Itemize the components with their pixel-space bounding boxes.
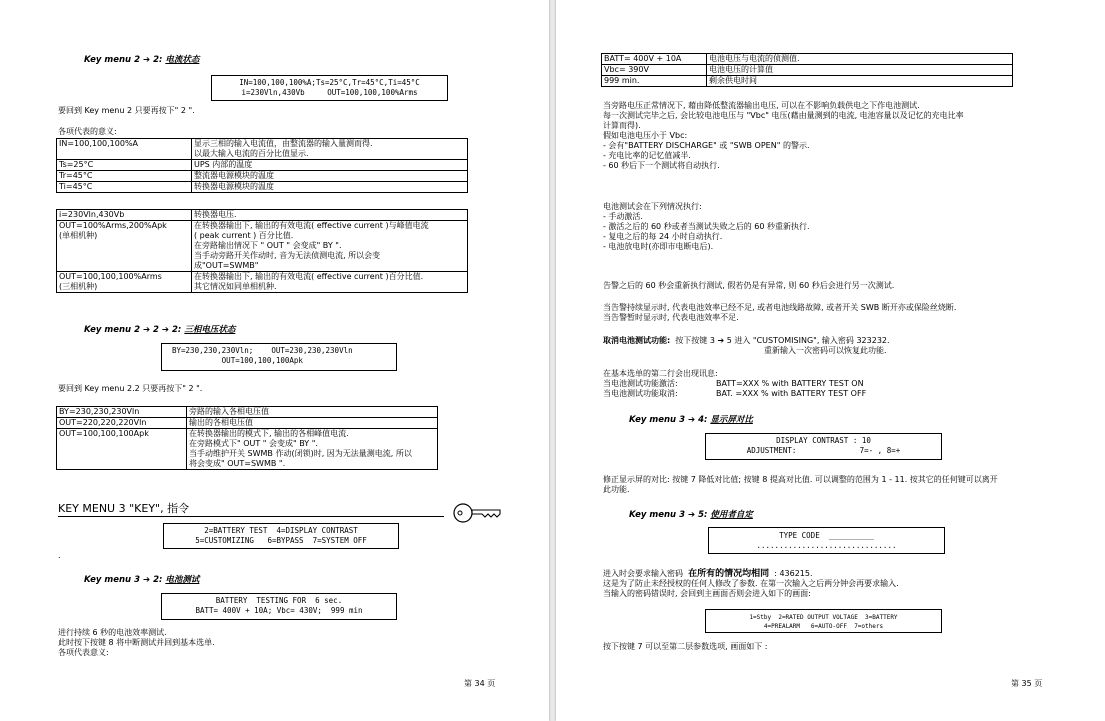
page-34 xyxy=(0,0,549,721)
table-cell-desc: 整流器电源模块的温度 xyxy=(192,171,468,182)
lcd-display-battery-test: BATTERY TESTING FOR 6 sec. BATT= 400V + 10A; Vbc= 430V; 999 min xyxy=(161,593,397,620)
heading-key-menu-3-5: Key menu 3 ➔ 5: 使用者自定 xyxy=(629,510,753,520)
table-cell-key: Tr=45°C xyxy=(57,171,192,182)
table-cell-desc: 在转换器输出下, 输出的有效电流( effective current )与峰值电流 ( peak current ) 百分比值. 在旁路输出情况下 " OUT " 会变成" BY ". 当手动旁路开关作动时, 音为无法侦测电流, 所以会变 成"OUT=SWMB" xyxy=(192,221,468,272)
table-cell-key: BY=230,230,230Vln xyxy=(57,407,187,418)
lcd-display-voltage: BY=230,230,230Vln; OUT=230,230,230Vln OUT=100,100,100Apk xyxy=(161,343,397,371)
table-cell-desc: 在转换器输出下, 输出的有效电流( effective current )百分比值. 其它情况如同单相机种. xyxy=(192,272,468,293)
table-row xyxy=(57,139,468,160)
page-35 xyxy=(556,0,1105,721)
table-cell-desc: 电池电压与电流的侦测值. xyxy=(707,54,1013,65)
table-cell-desc: 剩余供电时间 xyxy=(707,76,1013,87)
lcd-display-current: IN=100,100,100%A;Ts=25°C,Tr=45°C,Ti=45°C i=230Vln,430Vb OUT=100,100,100%Arms xyxy=(211,75,448,101)
table-cell-key: Vbc= 390V xyxy=(602,65,707,76)
paragraph-second-level: 按下按键 7 可以至第二层参数选项, 画面如下 : xyxy=(603,642,768,651)
lcd-display-customising-menu: 1=Stby 2=RATED OUTPUT VOLTAGE 3=BATTERY 4=PREALARM 6=AUTO-OFF 7=others xyxy=(705,609,942,633)
table-cell-key: IN=100,100,100%A xyxy=(57,139,192,160)
table-voltage-meaning xyxy=(56,406,438,470)
lcd-display-type-code: TYPE CODE __________ ............................... xyxy=(708,527,945,554)
paragraph-password: 进入时会要求输入密码 在所有的情况均相同 : 436215. 这是为了防止未经授权的任何人修改了参数. 在第一次输入之后两分钟会再要求输入. 当输入的密码错误时, 会回到主画面否则会进入如下的画面: xyxy=(603,569,899,598)
table-cell-key: Ts=25°C xyxy=(57,160,192,171)
table-cell-key: BATT= 400V + 10A xyxy=(602,54,707,65)
divider xyxy=(58,516,444,517)
paragraph-alarm-retest: 告警之后的 60 秒会重新执行测试, 假若仍是有异常, 则 60 秒后会进行另一次测试. xyxy=(603,281,895,290)
key-menu-3-title: KEY MENU 3 "KEY", 指令 xyxy=(58,502,190,515)
heading-key-menu-2-2: Key menu 2 ➔ 2: 电流状态 xyxy=(84,55,200,65)
legend-label-1: 各项代表的意义: xyxy=(58,127,117,136)
table-cell-desc: 转换器电源模块的温度 xyxy=(192,182,468,193)
page-number: 第 35 页 xyxy=(1011,679,1043,688)
heading-key-menu-2-2-2: Key menu 2 ➔ 2 ➔ 2: 三相电压状态 xyxy=(84,325,236,335)
paragraph-battery-condition: 当旁路电压正常情况下, 藉由降低整流器输出电压, 可以在不影响负载供电之下作电池测试. 每一次测试完毕之后, 会比较电池电压与 "Vbc" 电压(藉由量测到的电流, 电池容量以及记忆的充电比率 计算而得). 假如电池电压小于 Vbc: - 会有"BATTERY DISCHARGE" 或 "SWB OPEN" 的警示. - 充电比率的记忆值减半. - 60 秒后下一个测试将自动执行. xyxy=(603,101,964,170)
paragraph-basic-menu-message: 在基本选单的第二行会出现讯息: 当电池测试功能激活: BATT=XXX % with BATTERY TEST ON 当电池测试功能取消: BAT. =XXX % with BATTERY TEST OFF xyxy=(603,369,867,398)
table-row xyxy=(602,54,1013,65)
paragraph-test-execution: 电池测试会在下列情况执行: - 手动激活. - 激活之后的 60 秒或者当测试失败之后的 60 秒重新执行. - 复电之后的每 24 小时自动执行. - 电池放电时(亦即市电断电后). xyxy=(603,202,810,251)
table-cell-desc: 转换器电压. xyxy=(192,210,468,221)
table-inverter-output xyxy=(56,209,468,293)
table-cell-desc: UPS 内部的温度 xyxy=(192,160,468,171)
back-instruction-1: 要回到 Key menu 2 只要再按下" 2 ". xyxy=(58,106,195,115)
page-number: 第 34 页 xyxy=(464,679,496,688)
table-row xyxy=(57,418,438,429)
key-icon xyxy=(452,500,504,526)
table-row xyxy=(57,182,468,193)
table-row xyxy=(57,160,468,171)
table-cell-desc: 显示三相的输入电流值，由整流器的输入量测而得. 以最大输入电流的百分比值显示. xyxy=(192,139,468,160)
lcd-display-contrast: DISPLAY CONTRAST : 10 ADJUSTMENT: 7=- , 8=+ xyxy=(705,433,942,460)
table-cell-key: OUT=220,220,220Vln xyxy=(57,418,187,429)
table-row xyxy=(602,76,1013,87)
table-cell-desc: 旁路的输入各相电压值 xyxy=(187,407,438,418)
table-row xyxy=(602,65,1013,76)
back-instruction-2: 要回到 Key menu 2.2 只要再按下" 2 ". xyxy=(58,384,203,393)
table-row xyxy=(57,407,438,418)
heading-key-menu-3-4: Key menu 3 ➔ 4: 显示屏对比 xyxy=(629,415,753,425)
table-cell-desc: 电池电压的计算值 xyxy=(707,65,1013,76)
paragraph-contrast-adjust: 修正显示屏的对比: 按键 7 降低对比值; 按键 8 提高对比值. 可以调整的范围为 1 - 11. 按其它的任何键可以离开 此功能. xyxy=(603,475,998,494)
paragraph-battery-test: 进行持续 6 秒的电池效率测试. 此时按下按键 8 将中断测试并回到基本选单. 各项代表意义: xyxy=(58,628,215,657)
table-current-meaning xyxy=(56,138,468,193)
table-cell-key: i=230Vln,430Vb xyxy=(57,210,192,221)
paragraph-alarm-meaning: 当告警持续显示时, 代表电池效率已经不足, 或者电池线路故障, 或者开关 SWB 断开亦或保险丝烧断. 当告警暂时显示时, 代表电池效率不足. xyxy=(603,303,957,322)
table-battery-values xyxy=(601,53,1013,87)
table-cell-key: OUT=100,100,100Apk xyxy=(57,429,187,470)
table-row xyxy=(57,429,438,470)
table-cell-desc: 输出的各相电压值 xyxy=(187,418,438,429)
table-cell-key: OUT=100%Arms,200%Apk (单相机种) xyxy=(57,221,192,272)
table-row xyxy=(57,272,468,293)
table-cell-key: Ti=45°C xyxy=(57,182,192,193)
table-row xyxy=(57,221,468,272)
table-row xyxy=(57,171,468,182)
table-cell-key: OUT=100,100,100%Arms (三相机种) xyxy=(57,272,192,293)
stray-dot: . xyxy=(58,551,61,560)
table-cell-key: 999 min. xyxy=(602,76,707,87)
lcd-display-key-menu: 2=BATTERY TEST 4=DISPLAY CONTRAST 5=CUSTOMIZING 6=BYPASS 7=SYSTEM OFF xyxy=(163,523,399,549)
paragraph-cancel-test: 取消电池测试功能: 按下按键 3 ➔ 5 进入 "CUSTOMISING", 输入密码 323232. 重新输入一次密码可以恢复此功能. xyxy=(603,336,890,355)
heading-key-menu-3-2: Key menu 3 ➔ 2: 电池测试 xyxy=(84,575,200,585)
table-row xyxy=(57,210,468,221)
table-cell-desc: 在转换器输出的模式下, 输出的各相峰值电流. 在旁路模式下" OUT " 会变成" BY ". 当手动维护开关 SWMB 作动(闭锁)时, 因为无法量测电流, 所以 将会变成" OUT=SWMB ". xyxy=(187,429,438,470)
